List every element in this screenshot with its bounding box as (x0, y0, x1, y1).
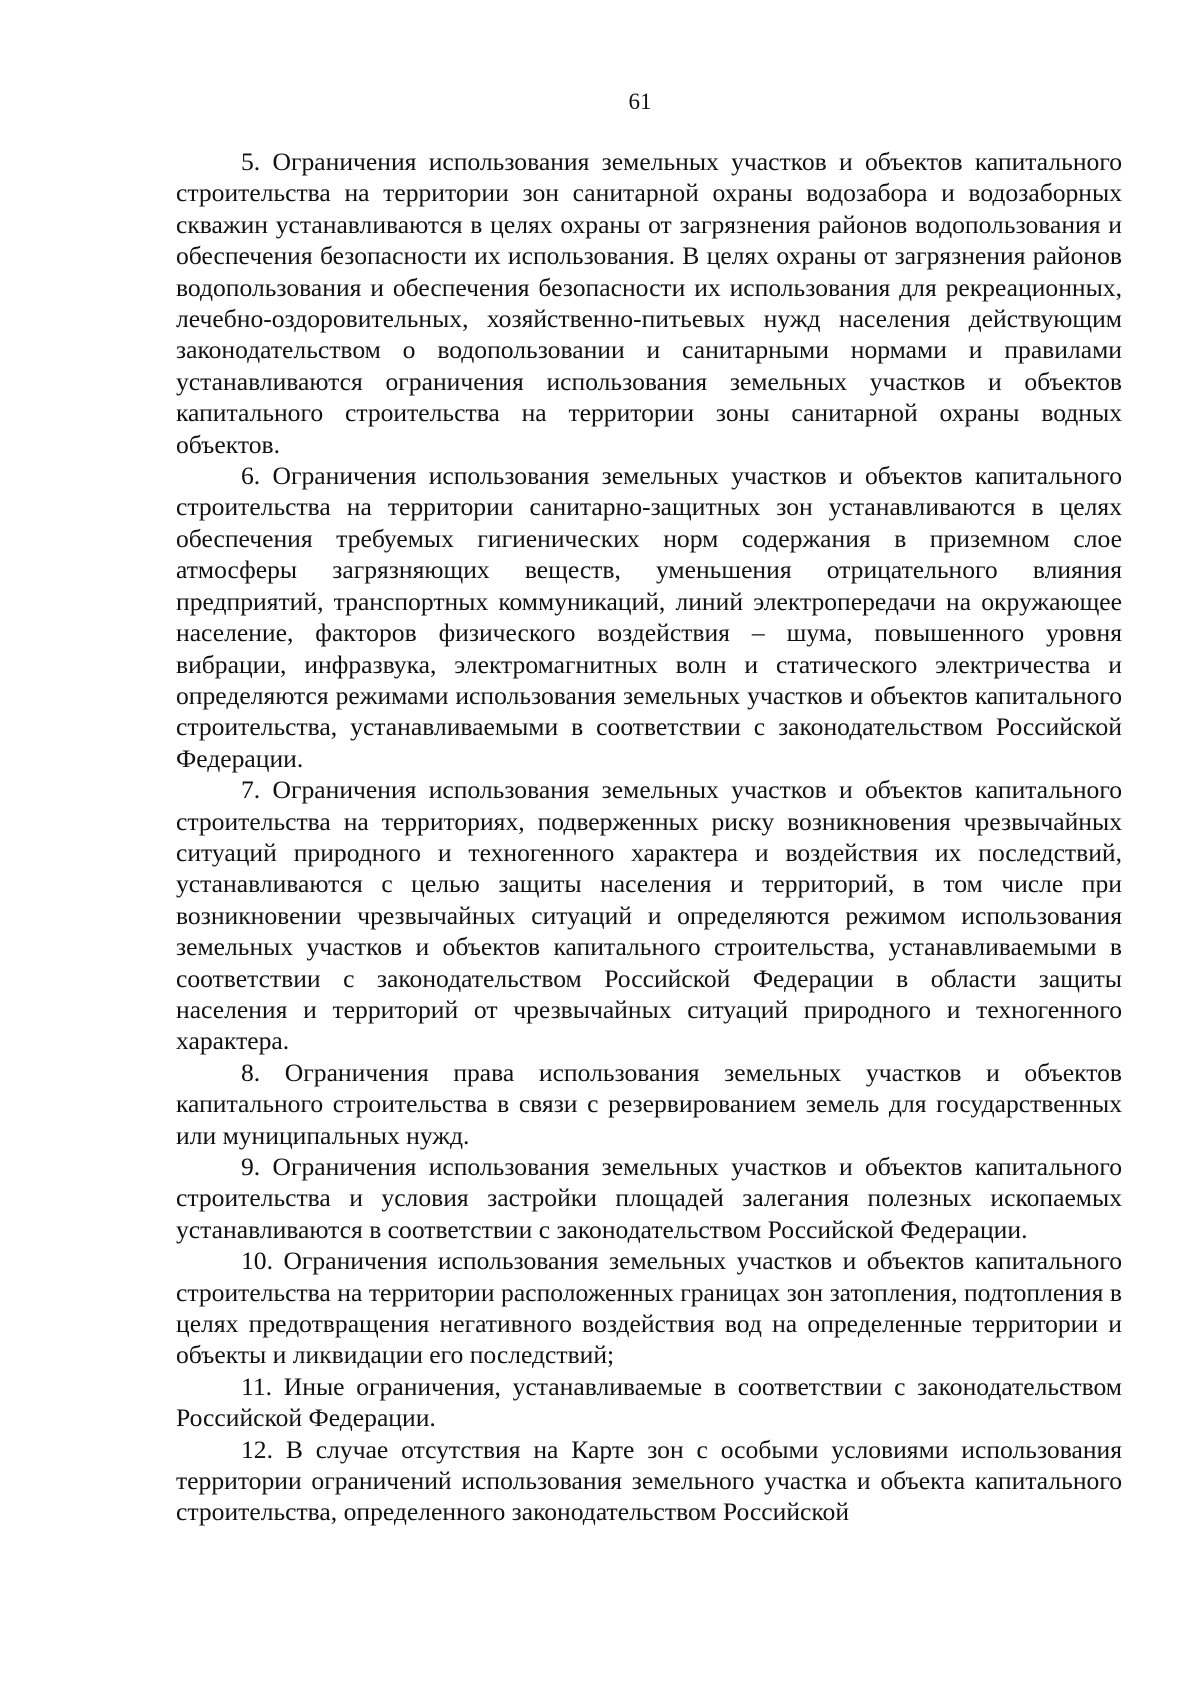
paragraph-5: 5. Ограничения использования земельных участков и объектов капитального строительства на территории зон санитарной охраны водозабора и водозаборных скважин устанавливаются в целях охраны от загрязнения районов водопользования и обеспечения безопасности их использования. В целях охраны от загрязнения районов водопользования и обеспечения безопасности их использования для рекреационных, лечебно-оздоровительных, хозяйственно-питьевых нужд населения действующим законодательством о водопользовании и санитарными нормами и правилами устанавливаются ограничения использования земельных участков и объектов капитального строительства на территории зоны санитарной охраны водных объектов. (176, 147, 1122, 459)
paragraph-11: 11. Иные ограничения, устанавливаемые в соответствии с законодательством Российской Федерации. (176, 1371, 1122, 1433)
document-text (176, 146, 1122, 1528)
paragraph-7: 7. Ограничения использования земельных участков и объектов капитального строительства на территориях, подверженных риску возникновения чрезвычайных ситуаций природного и техногенного характера и воздействия их последствий, устанавливаются с целью защиты населения и территорий, в том числе при возникновении чрезвычайных ситуаций и определяются режимом использования земельных участков и объектов капитального строительства, устанавливаемыми в соответствии с законодательством Российской Федерации в области защиты населения и территорий от чрезвычайных ситуаций природного и техногенного характера. (176, 775, 1122, 1056)
paragraph-10: 10. Ограничения использования земельных участков и объектов капитального строительства на территории расположенных границах зон затопления, подтопления в целях предотвращения негативного воздействия вод на определенные территории и объекты и ликвидации его последствий; (176, 1246, 1122, 1370)
paragraph-12: 12. В случае отсутствия на Карте зон с особыми условиями использования территории ограничений использования земельного участка и объекта капитального строительства, определенного законодательством Российской (176, 1434, 1122, 1527)
paragraph-6: 6. Ограничения использования земельных участков и объектов капитального строительства на территории санитарно-защитных зон устанавливаются в целях обеспечения требуемых гигиенических норм содержания в приземном слое атмосферы загрязняющих веществ, уменьшения отрицательного влияния предприятий, транспортных коммуникаций, линий электропередачи на окружающее население, факторов физического воздействия – шума, повышенного уровня вибрации, инфразвука, электромагнитных волн и статического электричества и определяются режимами использования земельных участков и объектов капитального строительства, устанавливаемыми в соответствии с законодательством Российской Федерации. (176, 461, 1122, 773)
paragraph-8: 8. Ограничения права использования земельных участков и объектов капитального строительства в связи с резервированием земель для государственных или муниципальных нужд. (176, 1057, 1122, 1150)
page-number: 61 (628, 89, 652, 114)
paragraph-9: 9. Ограничения использования земельных участков и объектов капитального строительства и условия застройки площадей залегания полезных ископаемых устанавливаются в соответствии с законодательством Российской Федерации. (176, 1152, 1122, 1244)
